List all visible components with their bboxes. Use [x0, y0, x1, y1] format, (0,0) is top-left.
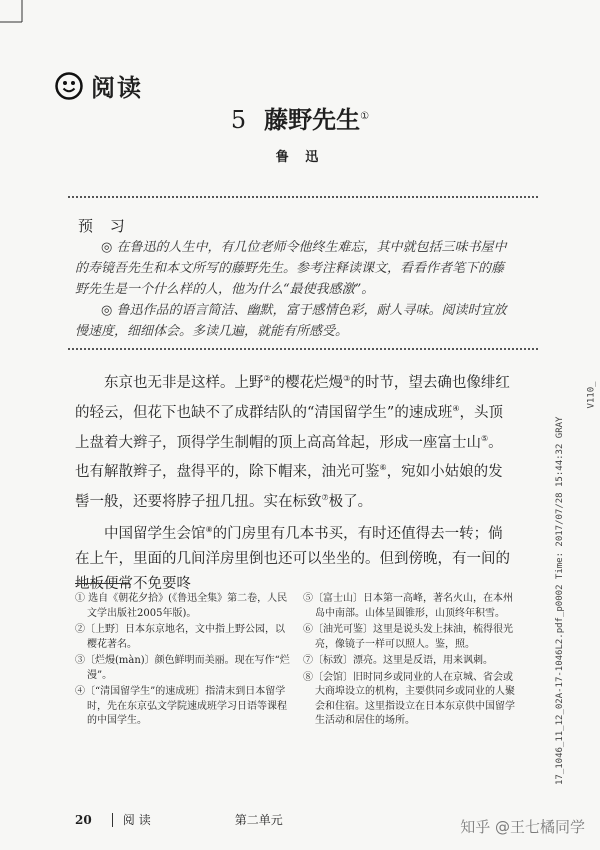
- footnote-column-right: [303, 592, 515, 731]
- footer-unit: 第二单元: [234, 813, 283, 827]
- lesson-title-text: 藤野先生: [264, 105, 361, 134]
- preview-heading: 预 习: [78, 217, 131, 235]
- section-header: [55, 68, 143, 103]
- footnote-ref[interactable]: ①: [360, 111, 370, 122]
- footnote: ③〔烂熳(màn)〕颜色鲜明而美丽。现在写作“烂漫”。: [75, 655, 290, 681]
- watermark: 知乎 @王七橘同学: [460, 818, 585, 836]
- margin-print-info: 17_1046_11_12_02A-17-1046L2.pdf_p0002 Time: 2017/07/28 15:44:32 GRAY: [555, 416, 565, 785]
- section-label: 阅读: [91, 74, 143, 102]
- page-number: 20: [75, 812, 92, 827]
- body-text: [75, 366, 515, 599]
- footnote-ref[interactable]: ③: [343, 374, 351, 383]
- preview-paragraph: ◎ 鲁迅作品的语言简洁、幽默，富于感情色彩，耐人寻味。阅读时宜放慢速度，细细体会。多读几遍，就能有所感受。: [75, 303, 507, 339]
- preview-paragraph: ◎ 在鲁迅的人生中，有几位老师令他终生难忘，其中就包括三味书屋中的寿镜吾先生和本文所写的藤野先生。参考注释读课文，看看作者笔下的藤野先生是一个什么样的人，他为什么“最使我感激”。: [75, 240, 507, 297]
- author: 鲁 迅: [275, 150, 325, 165]
- body-paragraph: 东京也无非是这样。上野②的樱花烂熳③的时节，望去确也像绯红的轻云，但花下也缺不了成群结队的“清国留学生”的速成班④，头顶上盘着大辫子，顶得学生制帽的顶上高高耸起，形成一座富士山⑤。也有解散辫子，盘得平的，除下帽来，油光可鉴⑥，宛如小姑娘的发髻一般，还要将脖子扭几扭。实在标致⑦极了。: [75, 374, 510, 511]
- footnote: ⑤〔富士山〕日本第一高峰，著名火山，在本州岛中南部。山体呈圆锥形，山顶终年积雪。: [303, 593, 513, 619]
- footnote: ① 选自《朝花夕拾》(《鲁迅全集》第二卷，人民文学出版社2005年版)。: [75, 593, 288, 619]
- footnote-ref[interactable]: ⑦: [321, 493, 329, 503]
- footnote-ref[interactable]: ⑥: [379, 463, 387, 473]
- footnote-ref[interactable]: ⑤: [481, 433, 489, 443]
- footnote: ⑧〔会馆〕旧时同乡或同业的人在京城、省会或大商埠设立的机构，主要供同乡或同业的人聚会和住宿。这里指设立在日本东京供中国留学生活动和居住的场所。: [303, 671, 515, 726]
- footer-section: 阅读: [122, 813, 155, 827]
- margin-code: V110_: [586, 381, 597, 409]
- footnote: ⑦〔标致〕漂亮。这里是反语，用来讽刺。: [303, 655, 493, 666]
- footnote-column-left: [75, 592, 290, 731]
- body-paragraph: 中国留学生会馆⑧的门房里有几本书买，有时还值得去一转；倘在上午，里面的几间洋房里倒也还可以坐坐的。但到傍晚，有一间的地板便常不免要咚: [75, 525, 510, 592]
- preview-box: [75, 237, 515, 342]
- page-footer: [75, 811, 305, 828]
- footnote-ref[interactable]: ⑧: [205, 525, 213, 535]
- footnote: ②〔上野〕日本东京地名，文中指上野公园，以樱花著名。: [75, 624, 285, 650]
- lesson-title: [0, 100, 600, 135]
- lesson-number: 5: [230, 106, 247, 134]
- divider: [68, 196, 538, 198]
- footnote: ⑥〔油光可鉴〕这里是说头发上抹油，梳得很光亮，像镜子一样可以照人。鉴，照。: [303, 624, 513, 650]
- footnotes: [75, 592, 515, 731]
- footnote-ref[interactable]: ④: [452, 403, 460, 413]
- footnote-rule: [75, 583, 130, 584]
- footer-divider: [112, 813, 113, 827]
- smiley-icon: [55, 72, 83, 100]
- crop-mark: [0, 0, 40, 40]
- footnote-ref[interactable]: ②: [263, 374, 271, 383]
- divider: [68, 348, 538, 350]
- footnote: ④〔“清国留学生”的速成班〕指清末到日本留学时，先在东京弘文学院速成班学习日语等课程的中国学生。: [75, 686, 287, 726]
